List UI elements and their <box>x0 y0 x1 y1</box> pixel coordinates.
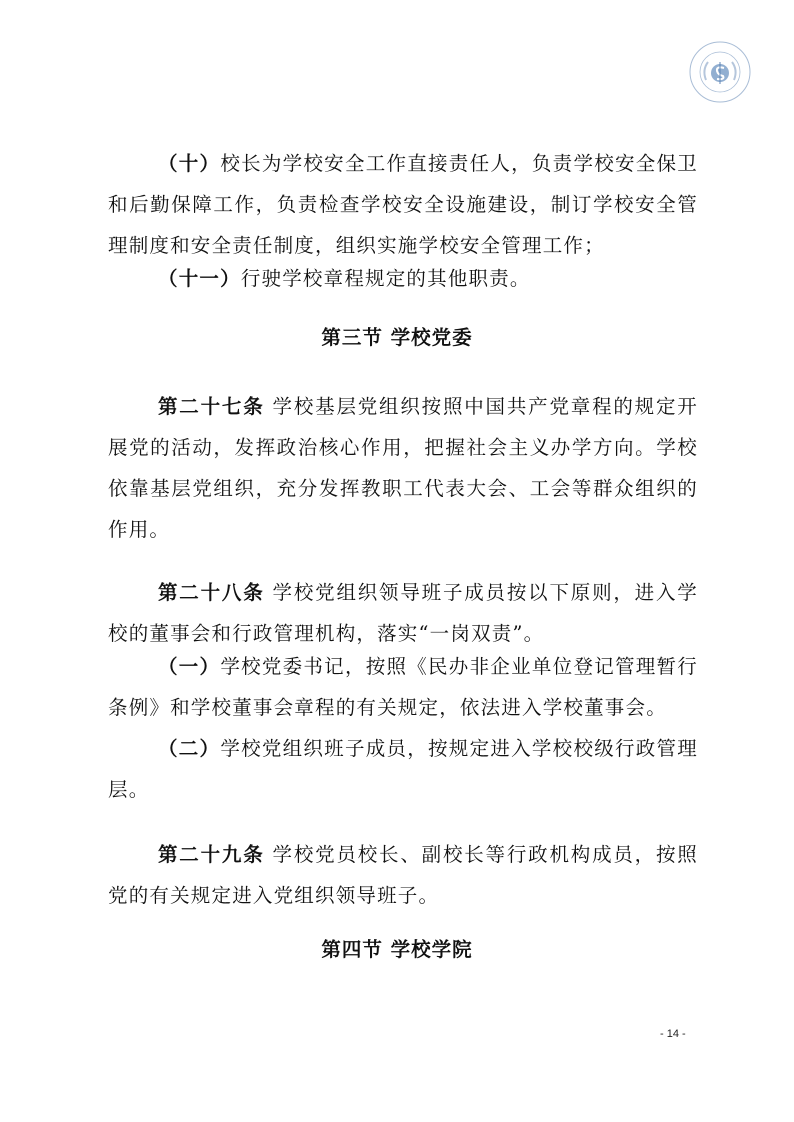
article-27-label: 第二十七条 <box>158 395 265 418</box>
section-4-heading: 第四节 学校学院 <box>321 938 473 961</box>
clause-eleven <box>108 258 698 299</box>
clause-ten-label: （十） <box>158 152 221 175</box>
clause-eleven-text: 行驶学校章程规定的其他职责。 <box>240 267 531 290</box>
section-3-heading: 第三节 学校党委 <box>321 326 473 349</box>
article-28-item-2-label: （二） <box>158 737 221 760</box>
page-number: - 14 - <box>660 1028 686 1040</box>
article-29-text: 学校党员校长、副校长等行政机构成员，按照党的有关规定进入党组织领导班子。 <box>108 843 698 907</box>
article-28-label: 第二十八条 <box>158 581 265 604</box>
article-28-item-2-text: 学校党组织班子成员，按规定进入学校校级行政管理层。 <box>108 737 698 801</box>
article-28 <box>108 572 698 654</box>
article-29 <box>108 834 698 916</box>
college-logo-seal <box>688 40 752 104</box>
article-27-text: 学校基层党组织按照中国共产党章程的规定开展党的活动，发挥政治核心作用，把握社会主义办学方向。学校依靠基层党组织，充分发挥教职工代表大会、工会等群众组织的作用。 <box>108 395 698 541</box>
article-28-item-1-label: （一） <box>158 655 221 678</box>
article-28-item-2 <box>108 728 698 810</box>
article-29-label: 第二十九条 <box>158 843 265 866</box>
clause-ten <box>108 143 698 266</box>
article-28-item-1 <box>108 646 698 728</box>
article-28-text: 学校党组织领导班子成员按以下原则，进入学校的董事会和行政管理机构，落实“一岗双责”。 <box>108 581 698 645</box>
clause-ten-text: 校长为学校安全工作直接责任人，负责学校安全保卫和后勤保障工作，负责检查学校安全设施建设，制订学校安全管理制度和安全责任制度，组织实施学校安全管理工作； <box>108 152 698 257</box>
clause-eleven-label: （十一） <box>158 267 241 290</box>
article-27 <box>108 386 698 550</box>
article-28-item-1-text: 学校党委书记，按照《民办非企业单位登记管理暂行条例》和学校董事会章程的有关规定，依法进入学校董事会。 <box>108 655 698 719</box>
